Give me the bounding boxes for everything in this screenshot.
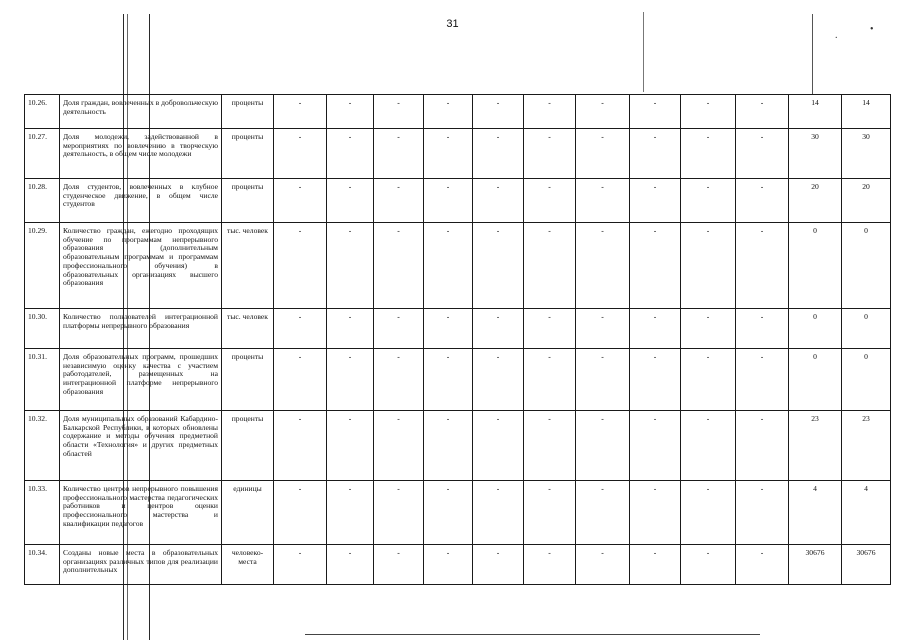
value-cell: -	[424, 95, 473, 129]
value-cell: -	[424, 411, 473, 481]
table-row	[25, 481, 891, 545]
value-cell: -	[424, 481, 473, 545]
indicator-name: Количество центров непрерывного повышения профессионального мастерства педагогических работников и центров оценки профессионального мастерства и квалификации педагогов	[60, 481, 222, 545]
value-cell: -	[736, 179, 789, 223]
indicator-name: Доля муниципальных образований Кабардино-Балкарской Республики, в которых обновлены содержание и методы обучения предметной области «Технология» и других предметных областей	[60, 411, 222, 481]
indicator-name: Количество граждан, ежегодно проходящих обучение по программам непрерывного образования (дополнительным образовательным программам и программам профессионального обучения) в образовательных организациях высшего образования	[60, 223, 222, 309]
value-cell: -	[524, 129, 576, 179]
value-cell: -	[374, 411, 424, 481]
unit-cell: проценты	[222, 129, 274, 179]
row-number: 10.27.	[25, 129, 60, 179]
value-cell: -	[274, 481, 327, 545]
value-2030: 0	[842, 309, 891, 349]
value-cell: -	[736, 223, 789, 309]
value-cell: -	[681, 309, 736, 349]
value-cell: -	[374, 309, 424, 349]
value-cell: -	[473, 481, 524, 545]
value-cell: -	[630, 129, 681, 179]
value-cell: -	[524, 481, 576, 545]
value-cell: -	[327, 95, 374, 129]
value-cell: -	[576, 95, 630, 129]
value-cell: -	[576, 481, 630, 545]
indicator-name: Количество пользователей интеграционной платформы непрерывного образования	[60, 309, 222, 349]
value-cell: -	[327, 545, 374, 585]
row-number: 10.30.	[25, 309, 60, 349]
value-cell: -	[736, 129, 789, 179]
row-number: 10.29.	[25, 223, 60, 309]
table-row	[25, 223, 891, 309]
value-cell: -	[630, 545, 681, 585]
row-number: 10.34.	[25, 545, 60, 585]
indicator-name: Созданы новые места в образовательных организациях различных типов для реализации дополнительных	[60, 545, 222, 585]
value-cell: -	[630, 223, 681, 309]
value-2030: 30676	[842, 545, 891, 585]
table-row	[25, 309, 891, 349]
table-row	[25, 545, 891, 585]
unit-cell: проценты	[222, 95, 274, 129]
value-cell: -	[576, 129, 630, 179]
value-cell: -	[374, 223, 424, 309]
value-cell: -	[576, 349, 630, 411]
table-row	[25, 95, 891, 129]
value-cell: -	[374, 179, 424, 223]
value-cell: -	[327, 179, 374, 223]
row-number: 10.28.	[25, 179, 60, 223]
table-body	[25, 95, 891, 585]
value-cell: -	[576, 309, 630, 349]
value-cell: -	[274, 129, 327, 179]
value-cell: -	[630, 95, 681, 129]
row-number: 10.33.	[25, 481, 60, 545]
value-cell: -	[327, 223, 374, 309]
table-row	[25, 129, 891, 179]
value-cell: -	[524, 545, 576, 585]
value-cell: -	[576, 223, 630, 309]
indicator-name: Доля граждан, вовлеченных в добровольческую деятельность	[60, 95, 222, 129]
value-cell: -	[576, 179, 630, 223]
value-2024: 20	[789, 179, 842, 223]
value-cell: -	[424, 349, 473, 411]
value-cell: -	[630, 411, 681, 481]
value-cell: -	[576, 545, 630, 585]
value-2030: 23	[842, 411, 891, 481]
value-cell: -	[736, 95, 789, 129]
value-cell: -	[327, 129, 374, 179]
indicators-table	[24, 94, 891, 585]
value-cell: -	[327, 349, 374, 411]
indicator-name: Доля образовательных программ, прошедших независимую оценку качества с участием работодателей, размещенных на интеграционной платформе непрерывного образования	[60, 349, 222, 411]
scan-line-right-1	[643, 12, 644, 92]
unit-cell: человеко-места	[222, 545, 274, 585]
value-cell: -	[681, 349, 736, 411]
value-cell: -	[424, 545, 473, 585]
value-cell: -	[524, 95, 576, 129]
unit-cell: проценты	[222, 411, 274, 481]
value-cell: -	[681, 223, 736, 309]
value-cell: -	[630, 481, 681, 545]
value-cell: -	[736, 309, 789, 349]
value-2030: 14	[842, 95, 891, 129]
value-cell: -	[274, 411, 327, 481]
value-cell: -	[374, 481, 424, 545]
value-cell: -	[736, 481, 789, 545]
scan-speck: •	[870, 24, 874, 35]
value-cell: -	[681, 411, 736, 481]
value-cell: -	[630, 309, 681, 349]
table-row	[25, 349, 891, 411]
value-2030: 0	[842, 349, 891, 411]
value-2024: 4	[789, 481, 842, 545]
value-cell: -	[681, 179, 736, 223]
value-cell: -	[736, 545, 789, 585]
indicator-name: Доля студентов, вовлеченных в клубное студенческое движение, в общем числе студентов	[60, 179, 222, 223]
value-cell: -	[576, 411, 630, 481]
row-number: 10.31.	[25, 349, 60, 411]
value-cell: -	[374, 95, 424, 129]
value-cell: -	[736, 411, 789, 481]
scan-line-bottom	[305, 634, 760, 635]
value-cell: -	[524, 411, 576, 481]
value-cell: -	[681, 129, 736, 179]
value-cell: -	[424, 223, 473, 309]
page-number: 31	[446, 18, 459, 30]
value-2024: 23	[789, 411, 842, 481]
value-2024: 0	[789, 349, 842, 411]
value-cell: -	[374, 349, 424, 411]
indicator-name: Доля молодежи, задействованной в мероприятиях по вовлечению в творческую деятельность, в общем числе молодежи	[60, 129, 222, 179]
value-cell: -	[473, 95, 524, 129]
value-cell: -	[630, 179, 681, 223]
value-2030: 30	[842, 129, 891, 179]
unit-cell: единицы	[222, 481, 274, 545]
value-cell: -	[424, 129, 473, 179]
value-cell: -	[327, 481, 374, 545]
value-cell: -	[274, 309, 327, 349]
table-row	[25, 179, 891, 223]
value-cell: -	[473, 349, 524, 411]
value-cell: -	[681, 95, 736, 129]
value-cell: -	[524, 309, 576, 349]
value-cell: -	[274, 223, 327, 309]
value-2030: 20	[842, 179, 891, 223]
unit-cell: тыс. человек	[222, 309, 274, 349]
value-cell: -	[524, 223, 576, 309]
value-cell: -	[736, 349, 789, 411]
unit-cell: проценты	[222, 349, 274, 411]
unit-cell: проценты	[222, 179, 274, 223]
value-2024: 0	[789, 223, 842, 309]
value-cell: -	[274, 179, 327, 223]
value-cell: -	[524, 179, 576, 223]
value-2030: 4	[842, 481, 891, 545]
value-2024: 30	[789, 129, 842, 179]
value-cell: -	[473, 129, 524, 179]
row-number: 10.26.	[25, 95, 60, 129]
unit-cell: тыс. человек	[222, 223, 274, 309]
scan-speck: .	[835, 30, 838, 41]
value-cell: -	[473, 545, 524, 585]
value-cell: -	[630, 349, 681, 411]
value-cell: -	[473, 179, 524, 223]
value-cell: -	[473, 309, 524, 349]
value-cell: -	[274, 95, 327, 129]
value-cell: -	[473, 411, 524, 481]
value-cell: -	[327, 411, 374, 481]
value-2024: 0	[789, 309, 842, 349]
value-cell: -	[374, 545, 424, 585]
value-cell: -	[473, 223, 524, 309]
value-cell: -	[374, 129, 424, 179]
value-cell: -	[274, 545, 327, 585]
table-row	[25, 411, 891, 481]
value-cell: -	[327, 309, 374, 349]
row-number: 10.32.	[25, 411, 60, 481]
value-cell: -	[424, 179, 473, 223]
scan-line-right-2	[812, 14, 813, 94]
value-2030: 0	[842, 223, 891, 309]
value-2024: 30676	[789, 545, 842, 585]
value-2024: 14	[789, 95, 842, 129]
value-cell: -	[424, 309, 473, 349]
value-cell: -	[524, 349, 576, 411]
value-cell: -	[274, 349, 327, 411]
value-cell: -	[681, 481, 736, 545]
value-cell: -	[681, 545, 736, 585]
